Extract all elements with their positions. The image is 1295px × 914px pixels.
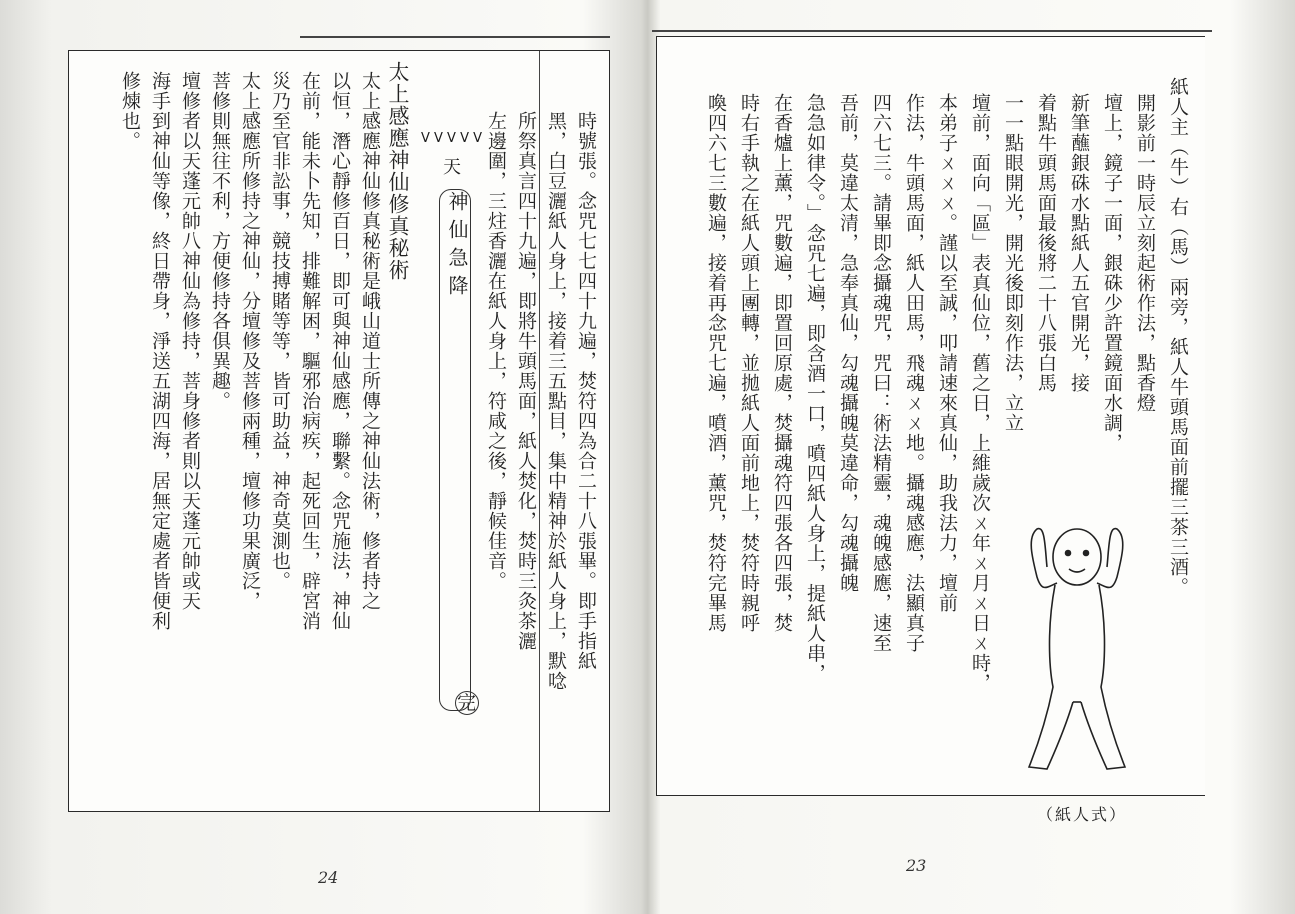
left-body-column: 太上感應神仙修真秘術是峨山道士所傳之神仙法術，修者持之: [359, 71, 381, 611]
right-text-column: 着點牛頭馬面最後將二十八張白馬: [1035, 93, 1057, 393]
right-page-number: 23: [906, 856, 927, 875]
page-top-rule: [300, 36, 610, 38]
left-text-column: 黑，白豆灑紙人身上，接着三五點目，集中精神於紙人身上，默唸: [545, 111, 567, 691]
left-body-column: 海手到神仙等像，終日帶身，淨送五湖四海，居無定處者皆便利: [149, 71, 171, 631]
left-text-column: 所祭真言四十九遍，即將牛頭馬面，紙人焚化，焚時三灸茶灑: [515, 111, 537, 651]
right-text-column: 在香爐上薰，咒數遍，即置回原處，焚攝魂符四張各四張，焚: [771, 93, 793, 633]
left-page-frame: [68, 50, 610, 812]
right-page-frame: [656, 36, 1205, 824]
left-text-column: 左邊圍，三炷香灑在紙人身上，符咸之後，靜候佳音。: [485, 111, 507, 591]
left-body-column: 菩修則無往不利，方便修持各俱異趣。: [209, 71, 231, 411]
right-text-column: 吾前，莫違太清，急奉真仙，勾魂攝魄莫違命，勾魂攝魄: [837, 93, 859, 593]
left-page-number: 24: [318, 868, 339, 887]
right-page: [648, 0, 1295, 914]
right-text-column: 作法，牛頭馬面，紙人田馬，飛魂ㄨㄨ地。攝魂感應，法顯真子: [903, 93, 925, 653]
right-text-column: 四六七三。請畢即念攝魂咒，咒曰：術法精靈，魂魄感應，速至: [870, 93, 892, 653]
left-body-column: 修煉也。: [119, 71, 141, 151]
figure-caption: （紙人式）: [1037, 805, 1128, 824]
right-text-column: 急急如律令。」念咒七遍，即含酒一口，噴四紙人身上，提紙人串，: [804, 93, 826, 684]
left-body-column: 太上感應所修持之神仙，分壇修及菩修兩種，壇修功果廣泛，: [239, 71, 261, 611]
right-text-column: 本弟子ㄨㄨㄨ。謹以至誠，叩請速來真仙，助我法力，壇前: [936, 93, 958, 613]
left-text-column: 時號張。念咒七七四十九遍，焚符四為合二十八張畢。即手指紙: [575, 111, 597, 671]
right-text-column: 喚四六七三數遍，接着再念咒七遍，噴酒，薰咒，焚符完畢馬: [705, 93, 727, 633]
right-text-column: 開影前一時辰立刻起術作法，點香燈: [1134, 93, 1156, 413]
talisman-figure: [421, 131, 491, 731]
left-page: [0, 0, 640, 914]
section-title: 太上感應神仙修真秘術: [386, 61, 410, 281]
left-body-column: 在前，能未卜先知，排難解困，驅邪治病疾，起死回生，辟宮消: [299, 71, 321, 631]
right-text-column: 新筆蘸銀硃水點紙人五官開光，接: [1068, 93, 1090, 393]
title-divider: [539, 51, 562, 811]
talisman-text: 神仙急降: [445, 191, 469, 303]
talisman-top-glyph: 天: [443, 157, 461, 178]
paper-figure-illustration: [1007, 517, 1147, 787]
left-body-column: 災乃至官非訟事，競技搏賭等等，皆可助益，神奇莫測也。: [269, 71, 291, 591]
right-text-column: 壇前，面向「區」表真仙位，舊之日，上維歲次ㄨ年ㄨ月ㄨ日ㄨ時，: [969, 93, 991, 693]
right-text-column: 一一點眼開光，開光後即刻作法，立立: [1002, 93, 1024, 433]
right-text-column: 時右手執之在紙人頭上團轉，並拋紙人面前地上，焚符時親呼: [738, 93, 760, 633]
right-text-column: 紙人主（牛）右（馬）兩旁，紙人牛頭馬面前擺三茶三酒。: [1167, 77, 1189, 597]
right-text-column: 壇上，鏡子一面，銀硃少許置鏡面水調，: [1101, 93, 1123, 453]
left-body-column: 壇修者以天蓬元帥八神仙為修持，菩身修者則以天蓬元帥或天: [179, 71, 201, 611]
page-top-rule: [652, 30, 1212, 32]
ending-mark: 完: [456, 692, 477, 714]
left-body-column: 以恒，潛心靜修百日，即可與神仙感應，聯繫。念咒施法，神仙: [329, 71, 351, 631]
talisman-marks: V V V V V: [421, 131, 482, 146]
